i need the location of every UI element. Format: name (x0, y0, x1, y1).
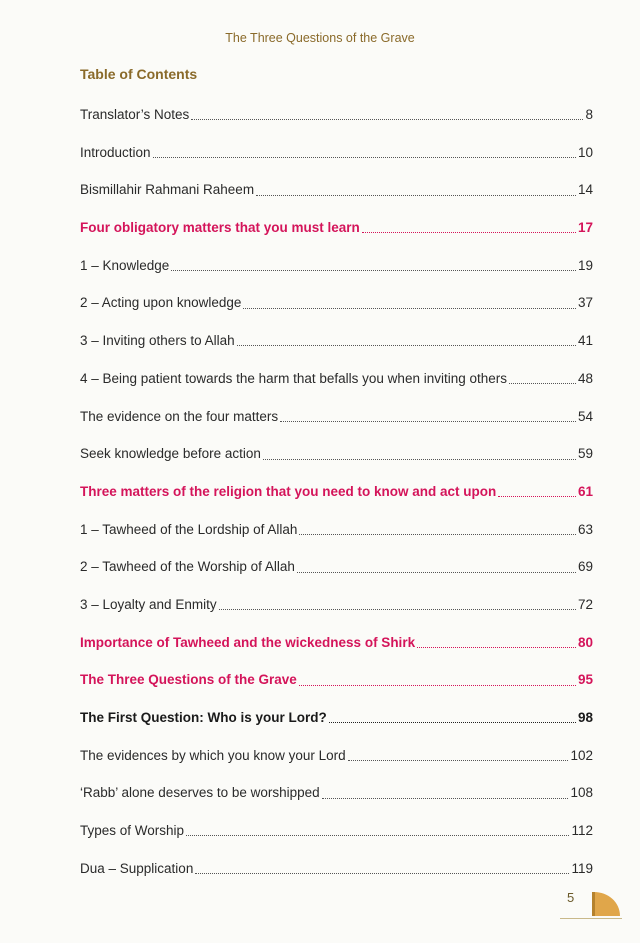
running-head: The Three Questions of the Grave (225, 31, 415, 45)
toc-entry[interactable] (80, 812, 593, 850)
toc-entry[interactable] (80, 699, 593, 737)
toc-entry-label: 4 – Being patient towards the harm that befalls you when inviting others (80, 370, 508, 386)
toc-entry-page: 59 (577, 446, 593, 462)
toc-entry[interactable] (80, 171, 593, 209)
toc-list (80, 96, 593, 887)
toc-entry-page: 41 (577, 333, 593, 349)
toc-entry[interactable] (80, 247, 593, 285)
toc-entry-label: Four obligatory matters that you must learn (80, 220, 360, 236)
toc-entry-label: The First Question: Who is your Lord? (80, 710, 327, 725)
toc-entry[interactable] (80, 96, 593, 134)
toc-entry-page: 112 (571, 823, 593, 839)
toc-entry-label: Translator’s Notes (80, 107, 190, 122)
dot-leader (171, 270, 576, 271)
dot-leader (417, 647, 576, 648)
toc-entry-page: 80 (577, 634, 593, 650)
toc-entry[interactable] (80, 548, 593, 586)
dot-leader (243, 308, 576, 309)
dot-leader (195, 873, 569, 874)
toc-entry-page: 8 (585, 107, 593, 122)
toc-entry-label: The Three Questions of the Grave (80, 672, 297, 688)
toc-entry[interactable] (80, 586, 593, 624)
dot-leader (362, 232, 576, 233)
toc-entry-page: 72 (577, 596, 593, 612)
toc-entry-page: 102 (570, 747, 593, 763)
toc-entry[interactable] (80, 284, 593, 322)
dot-leader (509, 383, 576, 384)
toc-entry-label: Dua – Supplication (80, 860, 194, 876)
dot-leader (498, 496, 576, 497)
toc-entry[interactable] (80, 473, 593, 511)
toc-entry-page: 108 (570, 785, 593, 801)
dot-leader (322, 798, 569, 799)
toc-entry-page: 98 (577, 710, 593, 725)
toc-entry-label: 2 – Tawheed of the Worship of Allah (80, 559, 295, 575)
page-number: 5 (567, 890, 575, 905)
toc-entry[interactable] (80, 209, 593, 247)
toc-entry-page: 95 (577, 672, 593, 688)
toc-entry[interactable] (80, 134, 593, 172)
toc-entry-page: 37 (577, 295, 593, 311)
dot-leader (263, 459, 576, 460)
toc-entry-label: Types of Worship (80, 823, 185, 839)
toc-entry-label: 2 – Acting upon knowledge (80, 295, 242, 311)
footer-rule (560, 918, 622, 919)
toc-entry[interactable] (80, 398, 593, 436)
toc-entry[interactable] (80, 774, 593, 812)
toc-entry-page: 119 (571, 860, 593, 876)
dot-leader (219, 609, 576, 610)
toc-entry-label: 3 – Inviting others to Allah (80, 333, 235, 349)
toc-entry-label: Introduction (80, 144, 151, 160)
dot-leader (329, 722, 576, 723)
toc-title: Table of Contents (80, 66, 198, 82)
dot-leader (153, 157, 576, 158)
dot-leader (299, 685, 576, 686)
toc-entry-page: 10 (577, 144, 593, 160)
toc-entry-page: 63 (577, 521, 593, 537)
dot-leader (280, 421, 576, 422)
toc-entry-label: Three matters of the religion that you need to know and act upon (80, 483, 497, 499)
toc-entry-page: 17 (577, 220, 593, 236)
toc-entry[interactable] (80, 624, 593, 662)
dot-leader (297, 572, 576, 573)
toc-entry-label: ‘Rabb’ alone deserves to be worshipped (80, 785, 320, 801)
toc-entry[interactable] (80, 322, 593, 360)
toc-entry-page: 19 (577, 257, 593, 273)
toc-entry-page: 54 (577, 408, 593, 424)
toc-entry-label: The evidences by which you know your Lord (80, 747, 346, 763)
dot-leader (191, 119, 583, 120)
toc-entry-label: Bismillahir Rahmani Raheem (80, 182, 255, 198)
dot-leader (186, 835, 569, 836)
toc-entry[interactable] (80, 435, 593, 473)
toc-entry-label: 1 – Tawheed of the Lordship of Allah (80, 521, 298, 537)
toc-entry-label: 1 – Knowledge (80, 257, 170, 273)
dot-leader (256, 195, 576, 196)
toc-entry-label: Seek knowledge before action (80, 446, 261, 462)
toc-entry-label: Importance of Tawheed and the wickedness of Shirk (80, 634, 416, 650)
toc-entry-label: The evidence on the four matters (80, 408, 279, 424)
toc-entry-label: 3 – Loyalty and Enmity (80, 596, 217, 612)
corner-tab-icon (592, 890, 622, 918)
toc-entry[interactable] (80, 737, 593, 775)
dot-leader (299, 534, 576, 535)
toc-entry-page: 69 (577, 559, 593, 575)
toc-entry[interactable] (80, 360, 593, 398)
toc-entry[interactable] (80, 850, 593, 888)
dot-leader (348, 760, 569, 761)
toc-entry[interactable] (80, 661, 593, 699)
toc-entry-page: 14 (577, 182, 593, 198)
toc-entry-page: 48 (577, 370, 593, 386)
toc-entry[interactable] (80, 511, 593, 549)
toc-entry-page: 61 (577, 483, 593, 499)
dot-leader (237, 345, 576, 346)
